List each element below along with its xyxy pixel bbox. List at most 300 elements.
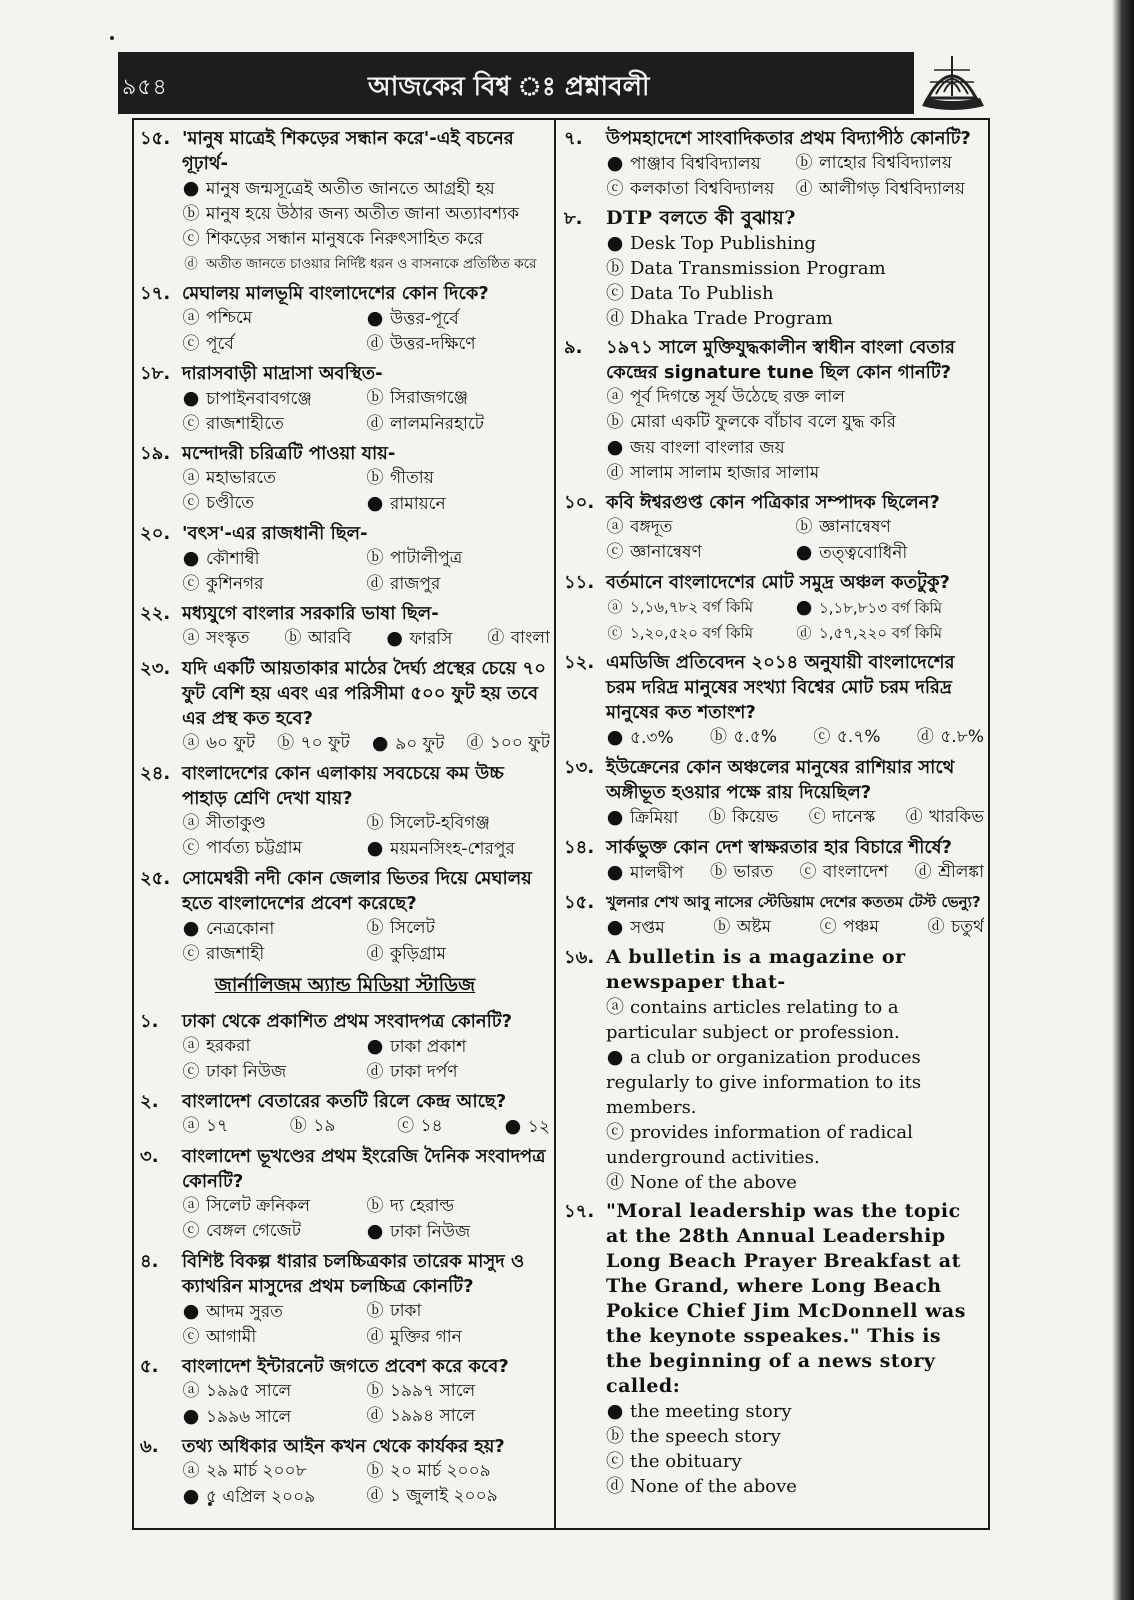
question-text: বিশিষ্ট বিকল্প ধারার চলচ্চিত্রকার তারেক মাসুদ ও ক্যাথরিন মাসুদের প্রথম চলচ্চিত্র কোনটি?	[182, 1251, 525, 1297]
correct-answer-icon: ●	[795, 596, 813, 618]
option-b: ⓑ মোরা একটি ফুলকে বাঁচাব বলে যুদ্ধ করি	[606, 410, 984, 435]
option-b: ⓑ লাহোর বিশ্ববিদ্যালয়	[795, 151, 984, 177]
question	[140, 1354, 550, 1430]
question-text: তথ্য অধিকার আইন কখন থেকে কার্যকর হয়?	[182, 1436, 505, 1457]
options	[564, 995, 984, 1195]
options	[564, 515, 984, 566]
option-a-marker: ⓐ	[606, 997, 624, 1018]
option-d-marker: ⓓ	[905, 807, 923, 827]
option-b-marker: ⓑ	[366, 388, 384, 408]
options	[564, 725, 984, 751]
question-number: ৭.	[564, 128, 583, 149]
correct-answer-icon: ●	[795, 541, 813, 563]
option-d-marker: ⓓ	[916, 727, 934, 747]
option-c-marker: ⓒ	[813, 727, 831, 747]
option-d-marker: ⓓ	[466, 733, 484, 753]
question-text: মধ্যযুগে বাংলার সরকারি ভাষা ছিল-	[182, 603, 439, 624]
option-c: ● ১৯৯৬ সালে	[182, 1405, 292, 1427]
question	[140, 761, 550, 862]
option-c: ⓒ রাজশাহীতে	[182, 412, 366, 437]
option-c-marker: ⓒ	[799, 862, 817, 882]
option-a-marker: ⓐ	[182, 1461, 200, 1481]
question-number: ১৫.	[140, 128, 171, 149]
question-text: 'বৎস'-এর রাজধানী ছিল-	[182, 523, 368, 544]
option-a-marker: ⓐ	[182, 1036, 200, 1056]
option-b-marker: ⓑ	[366, 468, 384, 488]
section-title: জার্নালিজম অ্যান্ড মিডিয়া স্টাডিজ	[214, 974, 476, 996]
option-b: ⓑ আরবি	[284, 626, 352, 652]
option-c: ⓒ কুশিনগর	[182, 572, 366, 597]
option-b-marker: ⓑ	[182, 204, 200, 224]
question-text: সার্কভুক্ত কোন দেশ স্বাক্ষরতার হার বিচারে শীর্ষে?	[606, 837, 952, 858]
option-c: ⓒ Data To Publish	[606, 283, 774, 304]
option-d: ⓓ আলীগড় বিশ্ববিদ্যালয়	[795, 177, 984, 202]
column-divider	[554, 120, 556, 1528]
option-d-marker: ⓓ	[606, 308, 624, 329]
options	[140, 1114, 550, 1140]
options	[564, 915, 984, 941]
option-c: ⓒ ১,২০,৫২০ বর্গ কিমি	[606, 621, 795, 646]
option-a: ● আদম সুরত	[182, 1300, 283, 1322]
options	[564, 385, 984, 486]
option-a: ⓐ ৬০ ফুট	[182, 731, 255, 757]
option-c-marker: ⓒ	[606, 1122, 624, 1143]
option-b: ⓑ কিয়েভ	[708, 805, 778, 831]
option-b: ● a club or organization produces regularly to give information to its members.	[606, 1046, 922, 1118]
options	[140, 731, 550, 757]
option-a: ● সপ্তম	[606, 916, 665, 938]
option-a: ● the meeting story	[606, 1400, 792, 1422]
option-b-marker: ⓑ	[606, 412, 624, 432]
question	[564, 835, 984, 886]
option-c-marker: ⓒ	[808, 807, 826, 827]
question-text: ইউক্রেনের কোন অঞ্চলের মানুষের রাশিয়ার সাথে অঙ্গীভূত হওয়ার পক্ষে রায় দিয়েছিল?	[606, 757, 955, 803]
option-b-marker: ⓑ	[606, 258, 624, 279]
book-spine-shadow	[1112, 0, 1134, 1600]
options	[140, 546, 550, 597]
option-b: ⓑ সিলেট	[366, 916, 550, 942]
option-d: ⓓ ১ জুলাই ২০০৯	[366, 1484, 550, 1510]
content-frame	[132, 118, 990, 1530]
option-c-marker: ⓒ	[182, 838, 200, 858]
correct-answer-icon: ●	[366, 1220, 384, 1242]
option-b: ● ঢাকা প্রকাশ	[366, 1035, 467, 1057]
option-c: ● জয় বাংলা বাংলার জয়	[606, 436, 785, 458]
option-d: ⓓ অতীত জানতে চাওয়ার নির্দিষ্ট ধরন ও বাসনাকে প্রতিষ্ঠিত করে	[182, 252, 550, 277]
option-a: ⓐ contains articles relating to a particular subject or profession.	[606, 997, 900, 1043]
option-d-marker: ⓓ	[366, 1486, 384, 1506]
option-d: ● ময়মনসিংহ-শেরপুর	[366, 837, 515, 859]
option-d-marker: ⓓ	[366, 1406, 384, 1426]
option-b-marker: ⓑ	[708, 807, 726, 827]
question-text: সোমেশ্বরী নদী কোন জেলার ভিতর দিয়ে মেঘালয় হতে বাংলাদেশের প্রবেশ করেছে?	[182, 868, 532, 914]
option-b: ⓑ the speech story	[606, 1426, 781, 1447]
option-a-marker: ⓐ	[182, 1116, 200, 1136]
option-a-marker: ⓐ	[182, 308, 200, 328]
correct-answer-icon: ●	[606, 1400, 624, 1422]
option-c: ⓒ the obituary	[606, 1451, 742, 1472]
option-d-marker: ⓓ	[606, 1476, 624, 1497]
option-a-marker: ⓐ	[607, 598, 623, 616]
option-c-marker: ⓒ	[182, 944, 200, 964]
option-c: ⓒ দানেস্ক	[808, 805, 875, 831]
options	[140, 811, 550, 862]
question-text: এমডিজি প্রতিবেদন ২০১৪ অনুযায়ী বাংলাদেশের চরম দরিদ্র মানুষের সংখ্যা বিশ্বের মোট চরম দরিদ্র মানুষের কত শতাংশ?	[606, 652, 955, 723]
question-number: ১.	[140, 1011, 159, 1032]
options	[140, 306, 550, 357]
option-d-marker: ⓓ	[795, 179, 813, 199]
option-b: ● উত্তর-পূর্বে	[366, 307, 459, 329]
options	[564, 860, 984, 886]
option-d: ⓓ সালাম সালাম হাজার সালাম	[606, 461, 984, 486]
question	[564, 206, 984, 331]
option-b: ⓑ ১৯৯৭ সালে	[366, 1379, 550, 1404]
option-a: ⓐ ২৯ মার্চ ২০০৮	[182, 1459, 366, 1484]
question-number: ১০.	[564, 492, 595, 513]
page	[118, 52, 990, 1530]
question-text: 'মানুষ মাত্রেই শিকড়ের সন্ধান করে'-এই বচনের গূঢ়ার্থ-	[182, 128, 514, 174]
option-d: ⓓ লালমনিরহাটে	[366, 412, 550, 437]
option-d-marker: ⓓ	[796, 624, 812, 642]
option-c: ● ৯০ ফুট	[371, 732, 445, 754]
question-number: ৮.	[564, 208, 583, 229]
correct-answer-icon: ●	[606, 726, 624, 748]
correct-answer-icon: ●	[182, 387, 200, 409]
option-b: ⓑ ৭০ ফুট	[277, 731, 350, 757]
correct-answer-icon: ●	[366, 1035, 384, 1057]
right-column	[564, 126, 984, 1522]
question	[140, 1434, 550, 1510]
option-c-marker: ⓒ	[606, 1451, 624, 1472]
option-b: ⓑ ২০ মার্চ ২০০৯	[366, 1459, 550, 1484]
question-number: ৬.	[140, 1436, 159, 1457]
question	[564, 335, 984, 486]
option-b: ⓑ সিরাজগঞ্জে	[366, 386, 550, 412]
question	[140, 656, 550, 757]
option-c-marker: ⓒ	[607, 624, 623, 642]
option-b-marker: ⓑ	[284, 628, 302, 648]
option-b: ⓑ জ্ঞানান্বেষণ	[795, 515, 984, 540]
options	[564, 1399, 984, 1499]
option-a-marker: ⓐ	[606, 387, 624, 407]
question-number: ৪.	[140, 1251, 159, 1272]
question-text: "Moral leadership was the topic at the 28th Annual Leadership Long Beach Prayer Breakfast at The Grand, where Long Beach Pokice Chief Jim McDonnell was the keynote sspeakes." This is the beginning of a news story called:	[606, 1200, 966, 1397]
question	[564, 126, 984, 202]
correct-answer-icon: ●	[606, 861, 624, 883]
option-d-marker: ⓓ	[606, 463, 624, 483]
option-b: ● ১,১৮,৮১৩ বর্গ কিমি	[795, 596, 943, 618]
option-d: ● রামায়নে	[366, 492, 446, 514]
question-number: ১৭.	[140, 283, 171, 304]
correct-answer-icon: ●	[366, 837, 384, 859]
question-text: বাংলাদেশ বেতারের কতটি রিলে কেন্দ্র আছে?	[182, 1091, 507, 1112]
question-text: খুলনার শেখ আবু নাসের স্টেডিয়াম দেশের কততম টেস্ট ভেন্যু?	[606, 893, 981, 911]
option-d: ⓓ ১০০ ফুট	[466, 731, 550, 757]
option-a-marker: ⓐ	[182, 733, 200, 753]
option-c: ⓒ চণ্ডীতে	[182, 491, 366, 517]
correct-answer-icon: ●	[366, 492, 384, 514]
question	[140, 521, 550, 597]
question-number: ৩.	[140, 1146, 159, 1167]
option-a: ● ৫.৩%	[606, 726, 674, 748]
option-b: ⓑ মানুষ হয়ে উঠার জন্য অতীত জানা অত্যাবশ্যক	[182, 202, 550, 227]
option-d: ⓓ শ্রীলঙ্কা	[914, 860, 984, 886]
option-d-marker: ⓓ	[366, 414, 384, 434]
question	[564, 490, 984, 566]
correct-answer-icon: ●	[606, 232, 624, 254]
option-b-marker: ⓑ	[366, 1301, 384, 1321]
question-number: ১৭.	[564, 1201, 595, 1222]
option-a: ⓐ পশ্চিমে	[182, 306, 366, 332]
option-a: ⓐ মহাভারতে	[182, 466, 366, 491]
left-column	[140, 126, 550, 1522]
correct-answer-icon: ●	[386, 627, 403, 649]
question-text: মন্দোদরী চরিত্রটি পাওয়া যায়-	[182, 443, 396, 464]
question	[140, 126, 550, 277]
option-d-marker: ⓓ	[366, 944, 384, 964]
question-text: বর্তমানে বাংলাদেশের মোট সমুদ্র অঞ্চল কতটুকু?	[606, 572, 950, 593]
option-c-marker: ⓒ	[182, 574, 200, 594]
option-c-marker: ⓒ	[182, 229, 200, 249]
option-a-marker: ⓐ	[182, 1196, 200, 1216]
question-number: ১১.	[564, 572, 595, 593]
option-b-marker: ⓑ	[795, 153, 813, 173]
question-text: বাংলাদেশ ভূখণ্ডের প্রথম ইংরেজি দৈনিক সংবাদপত্র কোনটি?	[182, 1146, 546, 1192]
option-d: ⓓ None of the above	[606, 1476, 797, 1497]
option-a-marker: ⓐ	[606, 517, 624, 537]
option-b-marker: ⓑ	[366, 1381, 384, 1401]
options	[564, 595, 984, 646]
option-c: ⓒ পূর্বে	[182, 332, 366, 357]
question-number: ৯.	[564, 337, 583, 358]
option-b: ⓑ ১৯	[289, 1114, 335, 1140]
option-b: ⓑ পাটালীপুত্র	[366, 546, 550, 572]
option-c: ⓒ provides information of radical underground activities.	[606, 1122, 913, 1168]
question-text: মেঘালয় মালভূমি বাংলাদেশের কোন দিকে?	[182, 283, 489, 304]
option-b-marker: ⓑ	[795, 517, 813, 537]
options	[140, 1299, 550, 1350]
correct-answer-icon: ●	[182, 917, 200, 939]
option-b-marker: ⓑ	[713, 917, 731, 937]
option-a: ● মালদ্বীপ	[606, 861, 684, 883]
option-d: ⓓ বাংলা	[487, 626, 550, 652]
option-b-marker: ⓑ	[709, 862, 727, 882]
question-number: ১৮.	[140, 363, 171, 384]
speck	[110, 36, 114, 40]
options	[140, 626, 550, 652]
option-c-marker: ⓒ	[606, 542, 624, 562]
option-d-marker: ⓓ	[914, 862, 932, 882]
question-text: A bulletin is a magazine or newspaper that-	[606, 946, 906, 993]
option-d-marker: ⓓ	[366, 334, 384, 354]
options	[140, 466, 550, 517]
option-d: ⓓ চতুর্থ	[927, 915, 984, 941]
option-d: ● তত্ত্ববোধিনী	[795, 541, 908, 563]
option-a-marker: ⓐ	[182, 813, 200, 833]
question	[140, 601, 550, 652]
options	[140, 1379, 550, 1430]
question-text: বাংলাদেশ ইন্টারনেট জগতে প্রবেশ করে কবে?	[182, 1356, 509, 1377]
option-c: ⓒ ৫.৭%	[813, 725, 881, 751]
option-d: ⓓ কুড়িগ্রাম	[366, 942, 550, 967]
option-a: ● নেত্রকোনা	[182, 917, 275, 939]
question	[140, 441, 550, 517]
option-c-marker: ⓒ	[606, 283, 624, 304]
option-a-marker: ⓐ	[182, 468, 200, 488]
question-text: কবি ঈশ্বরগুপ্ত কোন পত্রিকার সম্পাদক ছিলেন?	[606, 492, 940, 513]
option-b: ⓑ দ্য হেরাল্ড	[366, 1194, 550, 1219]
option-d-marker: ⓓ	[184, 256, 198, 272]
option-a: ● পাঞ্জাব বিশ্ববিদ্যালয়	[606, 152, 761, 174]
option-a: ● Desk Top Publishing	[606, 232, 817, 254]
option-d: ⓓ উত্তর-দক্ষিণে	[366, 332, 550, 357]
question-text: যদি একটি আয়তাকার মাঠের দৈর্ঘ্য প্রস্থের চেয়ে ৭০ ফুট বেশি হয় এবং এর পরিসীমা ৫০০ ফুট হয় তবে এর প্রস্থ কত হবে?	[182, 658, 546, 729]
question-text: দারাসবাড়ী মাদ্রাসা অবস্থিত-	[182, 363, 383, 384]
correct-answer-icon: ●	[371, 732, 389, 754]
option-b: ⓑ অষ্টম	[713, 915, 771, 941]
option-b: ⓑ গীতায়	[366, 466, 550, 491]
question	[140, 1009, 550, 1085]
question	[140, 361, 550, 437]
option-b: ⓑ সিলেট-হবিগঞ্জ	[366, 811, 550, 836]
question-number: ২২.	[140, 603, 171, 624]
options	[140, 1194, 550, 1245]
question-number: ১৫.	[564, 892, 595, 913]
option-a: ⓐ বঙ্গদূত	[606, 515, 795, 540]
options	[140, 386, 550, 437]
option-c: ⓒ বেঙ্গল গেজেট	[182, 1219, 366, 1245]
option-c-marker: ⓒ	[606, 179, 624, 199]
option-a: ● মানুষ জন্মসূত্রেই অতীত জানতে আগ্রহী হয়	[182, 177, 495, 199]
option-d-marker: ⓓ	[366, 1327, 384, 1347]
option-c: ⓒ আগামী	[182, 1325, 366, 1350]
option-b: ⓑ Data Transmission Program	[606, 258, 886, 279]
option-a: ⓐ ১,১৬,৭৮২ বর্গ কিমি	[606, 595, 795, 621]
option-c: ⓒ কলকাতা বিশ্ববিদ্যালয়	[606, 177, 795, 202]
question-number: ২৩.	[140, 658, 171, 679]
option-d: ⓓ ১,৫৭,২২০ বর্গ কিমি	[795, 621, 984, 646]
option-b-marker: ⓑ	[709, 727, 727, 747]
question-number: ১৬.	[564, 947, 595, 968]
option-a: ● চাপাইনবাবগঞ্জে	[182, 387, 312, 409]
question	[564, 945, 984, 1195]
option-c-marker: ⓒ	[182, 414, 200, 434]
options	[564, 805, 984, 831]
question	[140, 866, 550, 967]
option-c-marker: ⓒ	[182, 334, 200, 354]
correct-answer-icon: ●	[182, 547, 200, 569]
option-a: ⓐ সংস্কৃত	[182, 626, 250, 652]
option-d: ● ঢাকা নিউজ	[366, 1220, 471, 1242]
question-text: DTP বলতে কী বুঝায়?	[606, 207, 796, 229]
emblem-icon	[914, 48, 990, 118]
option-d: ● ১২	[504, 1115, 550, 1137]
option-b-marker: ⓑ	[606, 1426, 624, 1447]
option-b-marker: ⓑ	[366, 1461, 384, 1481]
options	[140, 1459, 550, 1510]
options	[140, 176, 550, 277]
question	[140, 1249, 550, 1350]
option-c: ⓒ ঢাকা নিউজ	[182, 1060, 366, 1085]
option-c: ⓒ রাজশাহী	[182, 942, 366, 967]
option-a: ⓐ ১৭	[182, 1114, 228, 1140]
option-c: ⓒ পঞ্চম	[819, 915, 879, 941]
option-b-marker: ⓑ	[289, 1116, 307, 1136]
option-a: ⓐ পূর্ব দিগন্তে সূর্য উঠেছে রক্ত লাল	[606, 385, 984, 410]
option-a: ⓐ ১৯৯৫ সালে	[182, 1379, 366, 1404]
options	[564, 231, 984, 331]
option-c-marker: ⓒ	[182, 1221, 200, 1241]
page-number: ৯৫৪	[122, 75, 168, 100]
question-number: ২৪.	[140, 763, 171, 784]
option-b: ⓑ ৫.৫%	[709, 725, 777, 751]
question-number: ২.	[140, 1091, 159, 1112]
option-c: ⓒ পার্বত্য চট্টগ্রাম	[182, 836, 366, 862]
option-d-marker: ⓓ	[487, 628, 505, 648]
option-a: ● কৌশাম্বী	[182, 547, 260, 569]
option-c-marker: ⓒ	[182, 493, 200, 513]
options	[140, 916, 550, 967]
question	[140, 1144, 550, 1245]
option-d: ⓓ None of the above	[606, 1172, 797, 1193]
option-b-marker: ⓑ	[366, 1196, 384, 1216]
option-a: ⓐ হরকরা	[182, 1034, 366, 1060]
correct-answer-icon: ●	[504, 1115, 522, 1137]
question-number: ২০.	[140, 523, 171, 544]
option-c-marker: ⓒ	[182, 1062, 200, 1082]
option-d: ⓓ Dhaka Trade Program	[606, 308, 833, 329]
option-d: ⓓ মুক্তির গান	[366, 1325, 550, 1350]
question	[564, 570, 984, 646]
option-d-marker: ⓓ	[366, 574, 384, 594]
question-text: উপমহাদেশে সাংবাদিকতার প্রথম বিদ্যাপীঠ কোনটি?	[606, 128, 971, 149]
question	[564, 890, 984, 941]
option-d: ⓓ ঢাকা দর্পণ	[366, 1060, 550, 1085]
option-a-marker: ⓐ	[182, 1381, 200, 1401]
question-number: ১৯.	[140, 443, 171, 464]
option-c: ⓒ ১৪	[397, 1114, 443, 1140]
options	[140, 1034, 550, 1085]
option-c-marker: ⓒ	[397, 1116, 415, 1136]
question	[140, 1089, 550, 1140]
option-b: ⓑ ভারত	[709, 860, 773, 886]
option-c: ⓒ বাংলাদেশ	[799, 860, 888, 886]
question-number: ১২.	[564, 652, 595, 673]
option-d-marker: ⓓ	[366, 1062, 384, 1082]
question-number: ৫.	[140, 1356, 159, 1377]
option-a: ⓐ সিলেট ক্রনিকল	[182, 1194, 366, 1219]
question-text: ঢাকা থেকে প্রকাশিত প্রথম সংবাদপত্র কোনটি?	[182, 1011, 513, 1032]
option-d: ⓓ খারকিভ	[905, 805, 984, 831]
header-title: আজকের বিশ্ব ঃ প্রশ্নাবলী	[368, 72, 650, 102]
correct-answer-icon: ●	[606, 1046, 624, 1068]
correct-answer-icon: ●	[182, 1405, 200, 1427]
question	[564, 755, 984, 831]
question-text: বাংলাদেশের কোন এলাকায় সবচেয়ে কম উচ্চ পাহাড় শ্রেণি দেখা যায়?	[182, 763, 504, 809]
option-b-marker: ⓑ	[277, 733, 295, 753]
correct-answer-icon: ●	[182, 1485, 200, 1507]
option-c: ● ৫ এপ্রিল ২০০৯	[182, 1485, 316, 1507]
options	[564, 151, 984, 202]
option-c: ⓒ শিকড়ের সন্ধান মানুষকে নিরুৎসাহিত করে	[182, 227, 550, 252]
correct-answer-icon: ●	[366, 307, 384, 329]
option-b: ⓑ ঢাকা	[366, 1299, 550, 1325]
option-a: ⓐ সীতাকুণ্ড	[182, 811, 366, 836]
option-d: ⓓ ১৯৯৪ সালে	[366, 1404, 550, 1430]
correct-answer-icon: ●	[606, 806, 624, 828]
option-c: ● ফারসি	[386, 627, 453, 649]
question	[564, 1199, 984, 1499]
